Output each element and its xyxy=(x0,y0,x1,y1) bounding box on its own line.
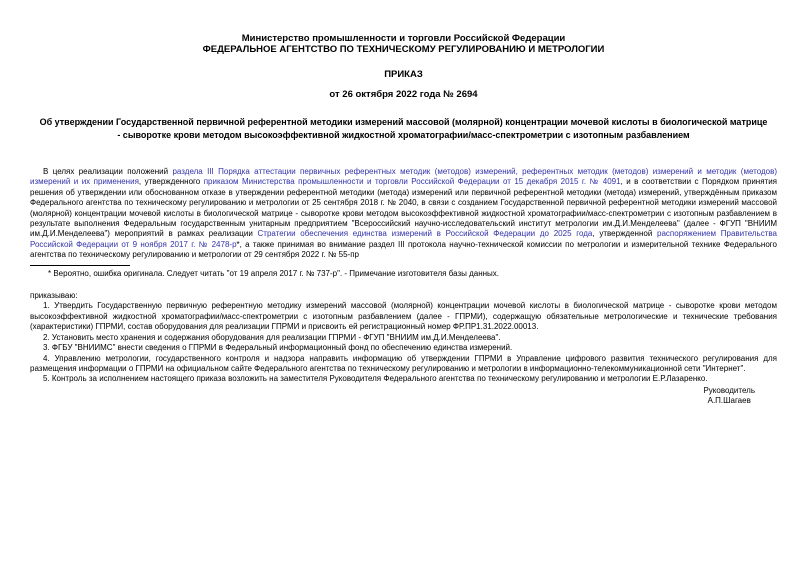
preamble-text: В целях реализации положений xyxy=(43,167,173,176)
preamble-text: *, а также принимая во внимание раздел III протокола научно-технической комиссии по метрологии и измерительной технике Федерального агентства по техническому регулированию и метрологии от 29 сентября 2022 г. № 55-пр xyxy=(30,239,777,260)
doc-link[interactable]: приказом Министерства промышленности и торговли Российской Федерации от 15 декабря 2015 г. № 4091 xyxy=(203,177,621,187)
preamble-text: , и в соответствии с Порядком принятия решения об утверждении или обоснованном отказе в утверждении референтной методики (метода) измерений или первичной референтной методики (метода) измерений, утверждённым приказом Федерального агентства по техническому регулированию и метрологии от 25 сентября 2018 г. № 2040, в связи с созданием Государственной первичной референтной методики измерений массовой (молярной) концентрации мочевой кислоты в биологической матрице - сыворотке крови методом высокоэффективной жидкостной хроматографии/масс-спектрометрии с изотопным разбавлением в результате выполнения Федеральным государственным унитарным предприятием "Всероссийский научно-исследовательский институт метрологии им.Д.И.Менделеева" (далее - ФГУП "ВНИИМ им.Д.И.Менделеева") мероприятий в рамках реализации xyxy=(30,177,777,239)
preamble-paragraph xyxy=(30,167,777,261)
doc-title: Об утверждении Государственной первичной референтной методики измерений массовой (молярной) концентрации мочевой кислоты в биологической матрице - сыворотке крови методом высокоэффективной жидкостной хроматографии/масс-спектрометрии с изотопным разбавлением xyxy=(39,117,768,140)
document-body xyxy=(30,167,777,407)
signature-block xyxy=(30,386,777,407)
doc-link[interactable]: распоряжением Правительства Российской Федерации от 9 ноября 2017 г. № 2478-р xyxy=(30,229,778,249)
order-item: 2. Установить место хранения и содержания оборудования для реализации ГПРМИ - ФГУП "ВНИИМ им.Д.И.Менделеева". xyxy=(43,332,501,342)
doc-link[interactable]: раздела III Порядка аттестации первичных референтных методик (методов) измерений, референтных методик (методов) измерений и методик (методов) измерений и их применения xyxy=(30,167,778,187)
footnote-block xyxy=(30,265,777,279)
order-items xyxy=(30,301,777,384)
order-item: 3. ФГБУ "ВНИИМС" внести сведения о ГПРМИ в Федеральный информационный фонд по обеспечению единства измерений. xyxy=(43,343,513,353)
document-header xyxy=(0,0,807,141)
ministry-line: Министерство промышленности и торговли Российской Федерации xyxy=(241,33,566,44)
agency-line: ФЕДЕРАЛЬНОЕ АГЕНТСТВО ПО ТЕХНИЧЕСКОМУ РЕГУЛИРОВАНИЮ И МЕТРОЛОГИИ xyxy=(202,44,605,55)
signature-position: Руководитель xyxy=(703,385,755,395)
signature-name: А.П.Шагаев xyxy=(707,396,751,406)
doc-date-number: от 26 октября 2022 года № 2694 xyxy=(329,89,478,100)
doc-type: ПРИКАЗ xyxy=(384,69,423,80)
footnote-text: * Вероятно, ошибка оригинала. Следует читать "от 19 апреля 2017 г. № 737-р". - Примечание изготовителя базы данных. xyxy=(48,268,500,278)
preamble-text: , утвержденной xyxy=(592,229,658,239)
order-item: 5. Контроль за исполнением настоящего приказа возложить на заместителя Руководителя Федерального агентства по техническому регулированию и метрологии Е.Р.Лазаренко. xyxy=(43,374,708,384)
order-item: 4. Управлению метрологии, государственного контроля и надзора направить информацию об утверждении ГПРМИ в Управление цифрового развития технического регулирования для размещения информации о ГПРМИ на официальном сайте Федерального агентства по техническому регулированию и метрологии в информационно-телекоммуникационной сети "Интернет". xyxy=(30,353,777,373)
footnote-divider xyxy=(30,265,130,266)
preamble-text: , утвержденного xyxy=(138,177,204,187)
doc-link[interactable]: Стратегии обеспечения единства измерений в Российской Федерации до 2025 года xyxy=(257,229,593,239)
order-intro: приказываю: xyxy=(30,291,78,301)
order-item: 1. Утвердить Государственную первичную референтную методику измерений массовой (молярной) концентрации мочевой кислоты в биологической матрице - сыворотке крови методом высокоэффективной жидкостной хроматографии/масс-спектрометрии с изотопным разбавлением (далее - ГПРМИ), содержащую обязательные метрологические и технические требования (характеристики) ГПРМИ, состав оборудования для реализации ГПРМИ и присвоить ей регистрационный номер ФР.ПР1.31.2022.00013. xyxy=(30,301,777,332)
